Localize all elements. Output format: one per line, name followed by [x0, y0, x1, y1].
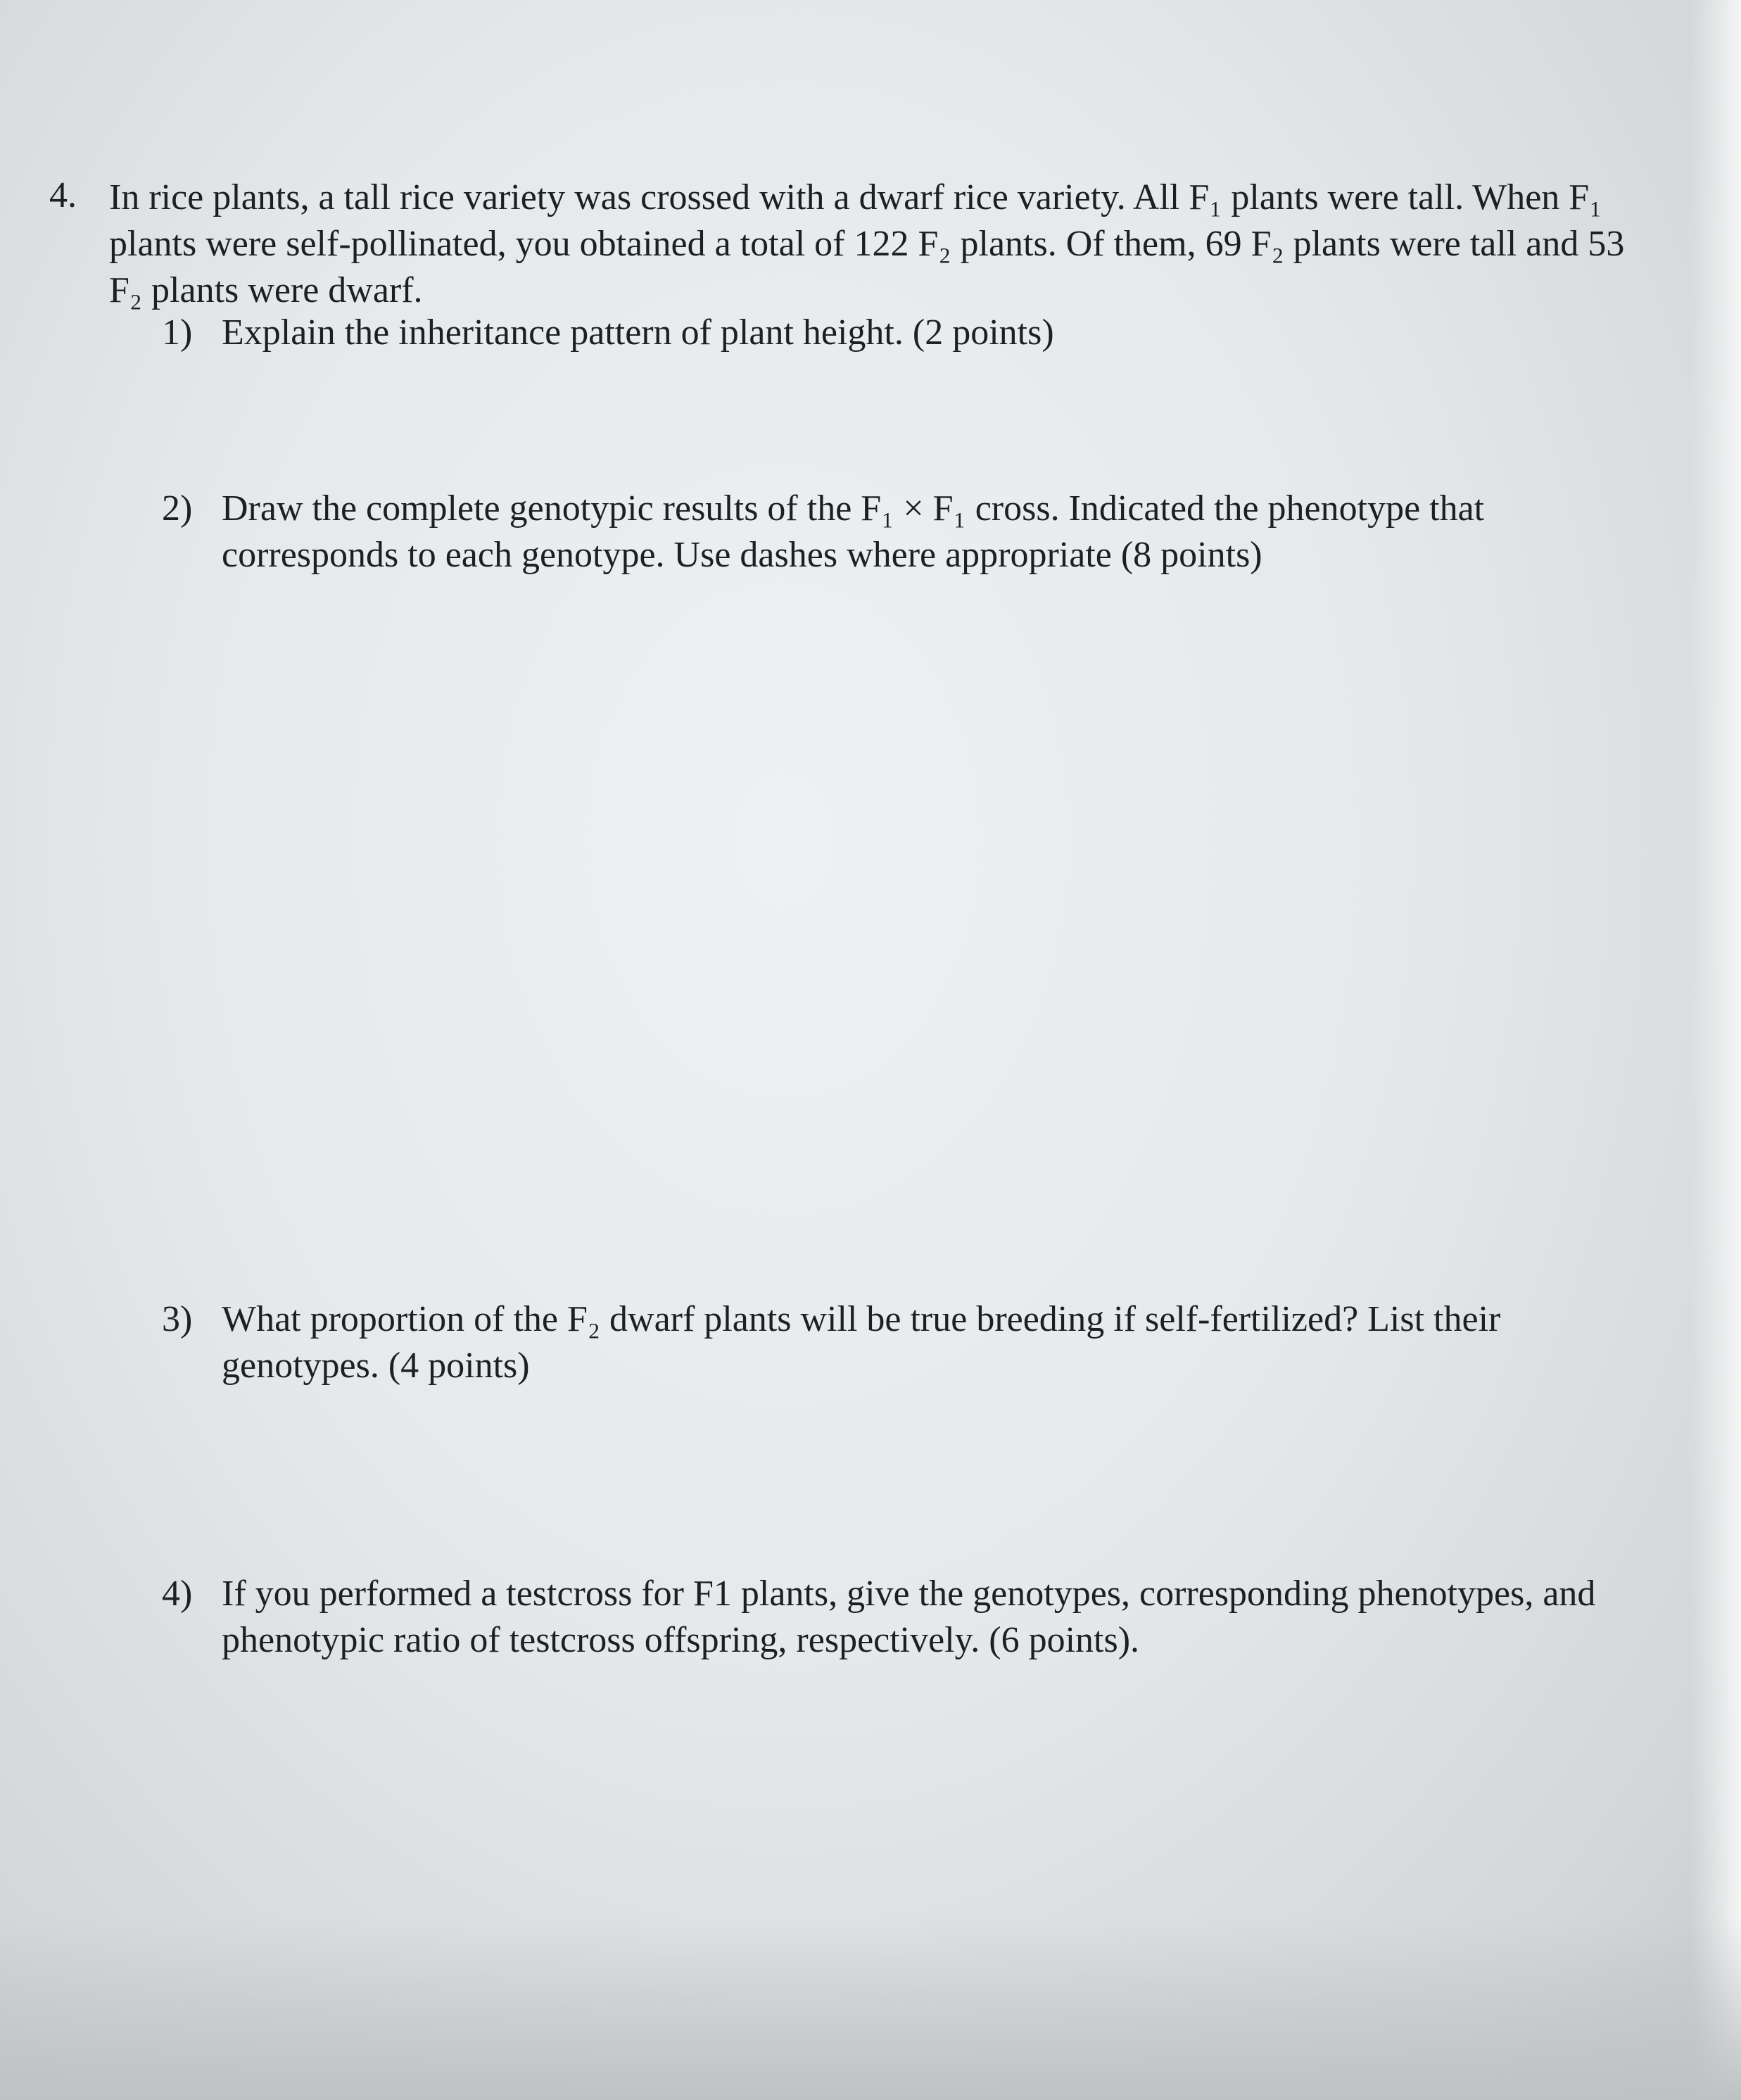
subquestion-text: If you performed a testcross for F1 plants, give the genotypes, corresponding phenotypes, and phenotypic ratio of testcross offspring, respectively. (6 points).	[222, 1574, 1596, 1660]
page-bottom-shadow	[0, 1917, 1741, 2100]
subquestion-2	[162, 486, 1640, 578]
subquestion-number: 4)	[162, 1574, 193, 1614]
subquestion-text: What proportion of the F₂ dwarf plants will be true breeding if self-fertilized? List their genotypes. (4 points)	[222, 1299, 1501, 1386]
subquestion-text: Draw the complete genotypic results of the F₁ × F₁ cross. Indicated the phenotype that corresponds to each genotype. Use dashes where appropriate (8 points)	[222, 488, 1485, 575]
subquestion-number: 3)	[162, 1299, 193, 1339]
subquestion-number: 2)	[162, 488, 193, 529]
subquestion-text: Explain the inheritance pattern of plant height. (2 points)	[222, 312, 1054, 353]
subquestion-3	[162, 1296, 1640, 1389]
question-4	[49, 175, 1640, 314]
question-number: 4.	[49, 175, 77, 215]
subquestion-4	[162, 1571, 1640, 1664]
question-stem: In rice plants, a tall rice variety was crossed with a dwarf rice variety. All F₁ plants were tall. When F₁ plants were self-pollinated, you obtained a total of 122 F₂ plants. Of them, 69 F₂ plants were tall and 53 F₂ plants were dwarf.	[109, 177, 1625, 310]
page-edge-highlight	[1692, 0, 1741, 2100]
subquestion-1	[162, 310, 1640, 356]
subquestion-number: 1)	[162, 312, 193, 353]
